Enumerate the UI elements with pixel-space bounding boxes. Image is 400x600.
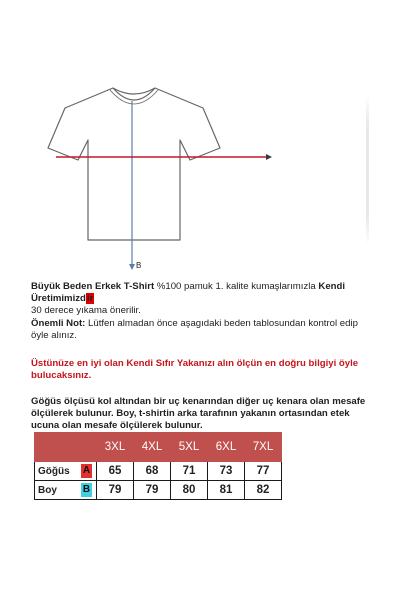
badge-a: A [82,465,91,476]
table-cell: 71 [171,462,208,481]
wash-instruction: 30 derece yıkama önerilir. [31,305,141,317]
tshirt-outline [48,88,220,240]
label-b: B [136,261,142,270]
table-cell: 65 [97,462,134,481]
intro-title-bold: Büyük Beden Erkek T-Shirt [31,281,155,292]
row-label-length: Boy B [35,481,97,500]
header-corner [35,433,97,462]
table-cell: 77 [245,462,282,481]
table-row-length [35,481,282,500]
table-cell: 68 [134,462,171,481]
intro-title-rest: %100 pamuk 1. kalite kumaşlarımızla [154,281,319,292]
size-header-cell: 4XL [134,433,171,462]
table-row-chest [35,462,282,481]
table-cell: 79 [97,481,134,500]
table-cell: 82 [245,481,282,500]
size-header-cell: 7XL [245,433,282,462]
size-header-row [35,433,282,462]
size-header-cell: 3XL [97,433,134,462]
table-cell: 81 [208,481,245,500]
advice-text: Üstünüze en iyi olan Kendi Sıfır Yakanızı alın ölçün en doğru bilgiyi öyle bulucaksınız. [31,358,359,382]
table-cell: 80 [171,481,208,500]
table-cell: 79 [134,481,171,500]
size-header-cell: 6XL [208,433,245,462]
table-cell: 73 [208,462,245,481]
scroll-indicator [366,95,369,245]
intro-text [31,281,371,342]
row-label-chest: Göğüs A [35,462,97,481]
size-table [34,432,282,500]
length-measure-line [129,101,135,270]
badge-b: B [82,484,91,495]
size-header-cell: 5XL [171,433,208,462]
tshirt-measurement-diagram [0,0,400,275]
intro-title-bold2: Kendi Üretimimizdir [31,281,346,305]
measurement-explanation: Göğüs ölçüsü kol altından bir uç kenarından diğer uç kenara olan mesafe ölçülerek bulunur. Boy, t-shirtin arka tarafının yakanın ortasından etek ucuna olan mesafe ölçülerek bulunur. [31,396,366,432]
highlight-mark: ir [86,293,94,305]
note-label: Önemli Not: [31,317,86,329]
note-text: Lütfen almadan önce aşagıdaki beden tablosundan kontrol edip öyle alınız. [31,317,358,341]
